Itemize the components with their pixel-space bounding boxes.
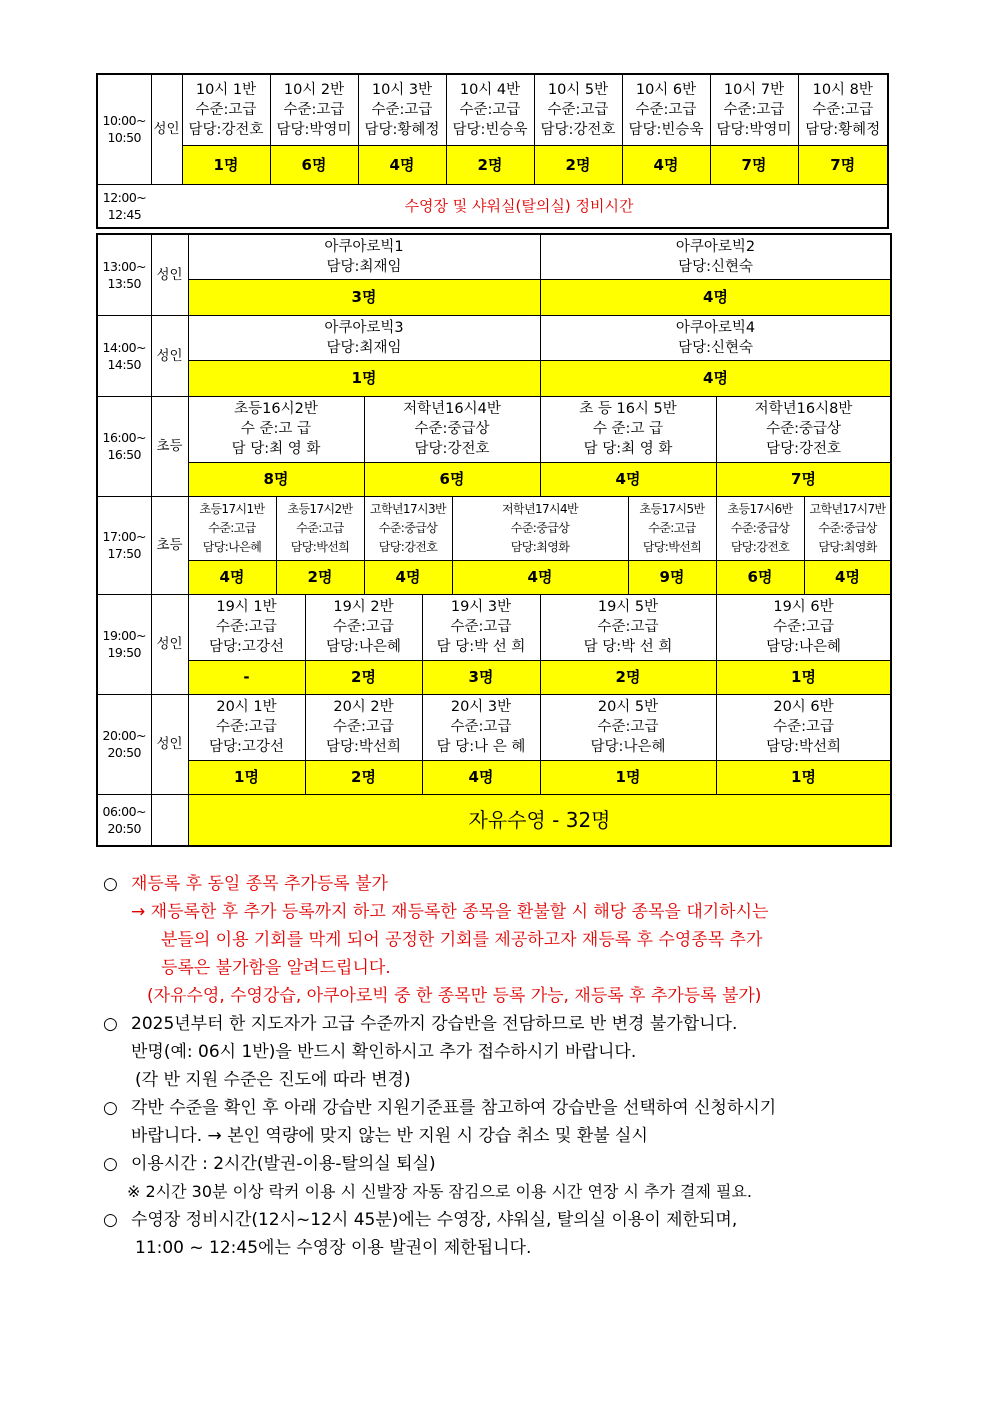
time-slot: 16:00~ 16:50 (97, 396, 151, 496)
class-cell (358, 74, 446, 145)
circle-bullet-icon: ○ (103, 1014, 118, 1034)
enroll-count: 4명 (452, 560, 628, 594)
class-level: 수준:고급 (773, 719, 834, 735)
enroll-count: 1명 (716, 760, 891, 794)
class-teacher: 담 당:최 영 화 (231, 441, 321, 457)
class-level: 수 준:고 급 (592, 421, 664, 437)
class-level: 수준:고급 (450, 719, 512, 735)
class-name: 10시 1반 (195, 81, 257, 98)
class-name: 10시 3반 (371, 81, 433, 98)
class-cell (182, 74, 270, 145)
class-teacher: 담당:박영미 (276, 121, 352, 138)
class-cell (188, 496, 276, 560)
class-teacher: 담당:박선희 (642, 539, 702, 554)
class-cell (534, 74, 622, 145)
class-level: 수준:중급상 (414, 421, 490, 437)
enroll-count: 6명 (364, 462, 540, 496)
enroll-count: 4명 (540, 360, 891, 396)
class-cell (798, 74, 888, 145)
class-name: 저학년17시4반 (501, 501, 579, 516)
class-name: 초 등 16시 5반 (579, 401, 677, 417)
enroll-count: 4명 (622, 145, 710, 184)
class-teacher: 담당:강전호 (414, 441, 490, 457)
maintenance-row (97, 184, 888, 228)
notice-2-note: (각 반 지원 수준은 진도에 따라 변경) (135, 1070, 411, 1090)
enroll-count: 4명 (358, 145, 446, 184)
enroll-count: 1명 (188, 760, 305, 794)
notice-5-detail: 11:00 ~ 12:45에는 수영장 이용 발권이 제한됩니다. (135, 1238, 532, 1258)
enroll-count: 2명 (276, 560, 364, 594)
class-name: 고학년17시3반 (369, 501, 447, 516)
class-cell (188, 315, 540, 360)
class-teacher: 담당:빈승욱 (628, 121, 704, 138)
class-level: 수준:고급 (597, 719, 659, 735)
class-cell (716, 496, 804, 560)
class-teacher: 담당:고강선 (209, 739, 284, 755)
time-slot: 19:00~ 19:50 (97, 594, 151, 694)
class-level: 수준:고급 (296, 520, 344, 535)
notice-section (103, 870, 903, 1262)
circle-bullet-icon: ○ (103, 1154, 118, 1174)
morning-schedule-table (96, 73, 889, 229)
class-teacher: 담당:나은혜 (202, 539, 262, 554)
notice-1 (103, 870, 903, 898)
class-info-row (97, 74, 888, 145)
class-teacher: 담당:강전호 (378, 539, 438, 554)
category-label: 초등 (151, 396, 188, 496)
class-name: 고학년17시7반 (809, 501, 886, 516)
notice-1-detail: 등록은 불가함을 알려드립니다. (161, 958, 391, 978)
class-teacher: 담당:최재임 (326, 339, 402, 356)
class-cell (188, 594, 305, 660)
enroll-count: 8명 (188, 462, 364, 496)
class-level: 수 준:고 급 (240, 421, 312, 437)
class-name: 20시 6반 (773, 699, 834, 715)
class-teacher: 담 당:박 선 희 (436, 639, 526, 655)
class-name: 10시 4반 (459, 81, 521, 98)
class-teacher: 담당:빈승욱 (452, 121, 528, 138)
class-level: 수준:고급 (459, 101, 521, 118)
class-level: 수준:고급 (773, 619, 834, 635)
notice-text: 재등록 후 동일 종목 추가등록 불가 (131, 874, 388, 894)
enroll-count: 2명 (305, 760, 422, 794)
enroll-count: 1명 (182, 145, 270, 184)
enroll-count: - (188, 660, 305, 694)
enroll-count: 4명 (540, 279, 891, 315)
class-name: 19시 3반 (450, 599, 512, 615)
class-teacher: 담당:박영미 (716, 121, 792, 138)
class-teacher: 담당:최재임 (326, 258, 402, 275)
enroll-count: 3명 (422, 660, 540, 694)
class-name: 19시 2반 (333, 599, 394, 615)
class-teacher: 담당:고강선 (209, 639, 284, 655)
class-name: 초등17시6반 (727, 501, 793, 516)
class-name: 아쿠아로빅1 (324, 238, 404, 255)
circle-bullet-icon: ○ (103, 1098, 118, 1118)
class-cell (716, 594, 891, 660)
time-slot: 13:00~ 13:50 (97, 234, 151, 315)
class-cell (540, 234, 891, 279)
notice-text: 이용시간 : 2시간(발권-이용-탈의실 퇴실) (131, 1154, 436, 1174)
class-teacher: 담당:강전호 (730, 539, 790, 554)
class-level: 수준:고급 (371, 101, 433, 118)
class-level: 수준:고급 (333, 719, 394, 735)
class-name: 20시 3반 (450, 699, 512, 715)
class-cell (188, 396, 364, 462)
class-teacher: 담당:강전호 (540, 121, 616, 138)
class-teacher: 담 당:최 영 화 (583, 441, 673, 457)
class-name: 10시 5반 (547, 81, 609, 98)
class-cell (540, 694, 716, 760)
notice-3 (103, 1094, 903, 1122)
category-label (151, 794, 188, 846)
class-cell (422, 594, 540, 660)
class-level: 수준:고급 (547, 101, 609, 118)
class-cell (452, 496, 628, 560)
class-level: 수준:중급상 (818, 520, 877, 535)
class-level: 수준:고급 (648, 520, 696, 535)
notice-2-detail: 반명(예: 06시 1반)을 반드시 확인하시고 추가 접수하시기 바랍니다. (131, 1042, 637, 1062)
class-teacher: 담 당:나 은 혜 (436, 739, 526, 755)
enroll-count: 6명 (716, 560, 804, 594)
class-level: 수준:중급상 (766, 421, 841, 437)
class-name: 저학년16시8반 (754, 401, 853, 417)
class-cell (305, 694, 422, 760)
enroll-count: 1명 (540, 760, 716, 794)
enroll-count: 7명 (710, 145, 798, 184)
class-cell (364, 496, 452, 560)
notice-2 (103, 1010, 903, 1038)
class-level: 수준:고급 (635, 101, 697, 118)
class-cell (540, 396, 716, 462)
class-teacher: 담당:최영화 (818, 539, 877, 554)
class-name: 20시 1반 (216, 699, 277, 715)
notice-3-detail: 바랍니다. → 본인 역량에 맞지 않는 반 지원 시 강습 취소 및 환불 실시 (131, 1126, 648, 1146)
class-cell (540, 315, 891, 360)
class-level: 수준:고급 (723, 101, 785, 118)
class-name: 19시 1반 (216, 599, 277, 615)
notice-text: 2025년부터 한 지도자가 고급 수준까지 강습반을 전담하므로 반 변경 불가합니다. (131, 1014, 738, 1034)
class-level: 수준:중급상 (378, 520, 438, 535)
class-level: 수준:고급 (195, 101, 257, 118)
class-name: 10시 7반 (723, 81, 785, 98)
class-name: 19시 5반 (597, 599, 659, 615)
class-teacher: 담당:강전호 (188, 121, 264, 138)
class-cell (305, 594, 422, 660)
enroll-count: 2명 (540, 660, 716, 694)
class-cell (622, 74, 710, 145)
class-teacher: 담당:황혜정 (805, 121, 881, 138)
notice-text: 각반 수준을 확인 후 아래 강습반 지원기준표를 참고하여 강습반을 선택하여 신청하시기 (131, 1098, 777, 1118)
class-teacher: 담당:황혜정 (364, 121, 440, 138)
count-row (97, 145, 888, 184)
enroll-count: 7명 (798, 145, 888, 184)
time-slot: 12:00~ 12:45 (97, 184, 151, 228)
class-teacher: 담당:신현숙 (678, 258, 753, 275)
class-teacher: 담당:신현숙 (678, 339, 753, 356)
notice-1-detail: 분들의 이용 기회를 막게 되어 공정한 기회를 제공하고자 재등록 후 수영종목 추가 (161, 930, 763, 950)
category-label: 초등 (151, 496, 188, 594)
class-cell (540, 594, 716, 660)
class-teacher: 담 당:박 선 희 (583, 639, 673, 655)
notice-5 (103, 1206, 903, 1234)
enroll-count: 4명 (540, 462, 716, 496)
class-name: 초등17시5반 (639, 501, 705, 516)
time-slot: 14:00~ 14:50 (97, 315, 151, 396)
class-cell (422, 694, 540, 760)
enroll-count: 2명 (446, 145, 534, 184)
class-teacher: 담당:나은혜 (326, 639, 401, 655)
class-level: 수준:고급 (450, 619, 512, 635)
class-name: 초등16시2반 (234, 401, 318, 417)
enroll-count: 3명 (188, 279, 540, 315)
class-name: 아쿠아로빅3 (324, 319, 404, 336)
class-level: 수준:고급 (283, 101, 345, 118)
class-level: 수준:고급 (216, 719, 277, 735)
enroll-count: 4명 (188, 560, 276, 594)
class-name: 10시 2반 (283, 81, 345, 98)
enroll-count: 2명 (534, 145, 622, 184)
class-teacher: 담당:최영화 (510, 539, 570, 554)
enroll-count: 4명 (804, 560, 891, 594)
enroll-count: 1명 (188, 360, 540, 396)
enroll-count: 6명 (270, 145, 358, 184)
category-label: 성인 (151, 694, 188, 794)
enroll-count: 7명 (716, 462, 891, 496)
notice-text: 수영장 정비시간(12시~12시 45분)에는 수영장, 샤워실, 탈의실 이용이 제한되며, (131, 1210, 738, 1230)
category-label: 성인 (151, 234, 188, 315)
class-cell (276, 496, 364, 560)
class-level: 수준:고급 (597, 619, 659, 635)
category-label: 성인 (151, 594, 188, 694)
class-level: 수준:고급 (208, 520, 256, 535)
time-slot: 17:00~ 17:50 (97, 496, 151, 594)
category-label: 성인 (151, 74, 182, 184)
time-slot: 20:00~ 20:50 (97, 694, 151, 794)
class-cell (716, 396, 891, 462)
class-name: 20시 2반 (333, 699, 394, 715)
class-teacher: 담당:강전호 (766, 441, 841, 457)
class-name: 저학년16시4반 (403, 401, 501, 417)
enroll-count: 9명 (628, 560, 716, 594)
class-cell (364, 396, 540, 462)
class-level: 수준:중급상 (510, 520, 570, 535)
enroll-count: 1명 (716, 660, 891, 694)
notice-1-detail: → 재등록한 후 추가 등록까지 하고 재등록한 종목을 환불할 시 해당 종목을 대기하시는 (131, 902, 769, 922)
category-label: 성인 (151, 315, 188, 396)
enroll-count: 4명 (364, 560, 452, 594)
class-teacher: 담당:나은혜 (766, 639, 841, 655)
maintenance-notice: 수영장 및 샤워실(탈의실) 정비시간 (151, 184, 888, 228)
class-cell (446, 74, 534, 145)
class-name: 아쿠아로빅2 (675, 238, 756, 255)
free-swim-count: 자유수영 - 32명 (188, 794, 891, 846)
notice-4-detail: ※ 2시간 30분 이상 락커 이용 시 신발장 자동 잠김으로 이용 시간 연장 시 추가 결제 필요. (127, 1182, 752, 1201)
class-cell (188, 234, 540, 279)
class-name: 10시 8반 (812, 81, 873, 98)
class-cell (628, 496, 716, 560)
class-cell (270, 74, 358, 145)
class-name: 초등17시1반 (199, 501, 265, 516)
class-cell (716, 694, 891, 760)
notice-4 (103, 1150, 903, 1178)
enroll-count: 2명 (305, 660, 422, 694)
class-cell (804, 496, 891, 560)
class-cell (710, 74, 798, 145)
class-cell (188, 694, 305, 760)
class-name: 아쿠아로빅4 (675, 319, 756, 336)
class-name: 10시 6반 (635, 81, 697, 98)
circle-bullet-icon: ○ (103, 1210, 118, 1230)
class-teacher: 담당:박선희 (290, 539, 350, 554)
class-name: 초등17시2반 (287, 501, 353, 516)
class-level: 수준:고급 (216, 619, 277, 635)
class-level: 수준:고급 (333, 619, 394, 635)
enroll-count: 4명 (422, 760, 540, 794)
class-teacher: 담당:박선희 (766, 739, 841, 755)
afternoon-schedule-table (96, 233, 892, 847)
time-slot: 10:00~ 10:50 (97, 74, 151, 184)
notice-1-note: (자유수영, 수영강습, 아쿠아로빅 중 한 종목만 등록 가능, 재등록 후 추가등록 불가) (147, 986, 762, 1006)
class-name: 20시 5반 (597, 699, 659, 715)
time-slot: 06:00~ 20:50 (97, 794, 151, 846)
class-teacher: 담당:나은혜 (590, 739, 666, 755)
class-level: 수준:중급상 (730, 520, 790, 535)
class-level: 수준:고급 (812, 101, 874, 118)
circle-bullet-icon: ○ (103, 874, 118, 894)
class-name: 19시 6반 (773, 599, 834, 615)
class-teacher: 담당:박선희 (326, 739, 401, 755)
